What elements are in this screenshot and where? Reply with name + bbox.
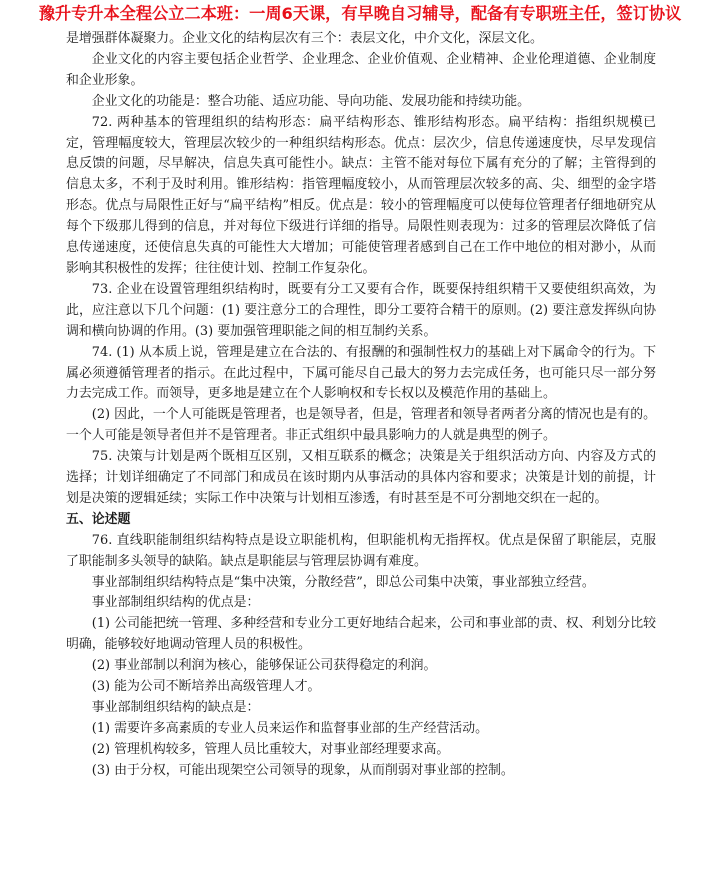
- paragraph-division-feature: 事业部制组织结构特点是“集中决策，分散经营”，即总公司集中决策，事业部独立经营。: [91, 574, 595, 590]
- document-body: [66, 29, 656, 782]
- paragraph-answer-73: 73. 企业在设置管理组织结构时，既要有分工又要有合作，既要保持组织精干又要使组织高效，为此，应注意以下几个问题：(1) 要注意分工的合理性，即分工要符合精干的原则。(2) 要注意发挥纵向协调和横向协调的作用。(3) 要加强管理职能之间的相互制约关系。: [66, 281, 656, 339]
- paragraph-culture-function: 企业文化的功能是：整合功能、适应功能、导向功能、发展功能和持续功能。: [91, 93, 531, 109]
- paragraph-advantage-3: (3) 能为公司不断培养出高级管理人才。: [91, 679, 321, 695]
- paragraph-answer-74-part1: 74. (1) 从本质上说，管理是建立在合法的、有报酬的和强制性权力的基础上对下属命令的行为。下属必须遵循管理者的指示。在此过程中，下属可能尽自己最大的努力去完成任务，也可能只尽一部分努力去完成工作。而领导，更多地是建立在个人影响权和专长权以及模范作用的基础上。: [66, 344, 656, 402]
- section-heading-essay: 五、论述题: [66, 511, 131, 527]
- paragraph-disadvantage-3: (3) 由于分权，可能出现架空公司领导的现象，从而削弱对事业部的控制。: [91, 762, 514, 778]
- paragraph-disadvantage-1: (1) 需要许多高素质的专业人员来运作和监督事业部的生产经营活动。: [91, 720, 488, 736]
- promo-banner: 豫升专升本全程公立二本班：一周6天课，有早晚自习辅导，配备有专职班主任，签订协议: [38, 4, 682, 23]
- paragraph-culture-content: 企业文化的内容主要包括企业哲学、企业理念、企业价值观、企业精神、企业伦理道德、企业制度和企业形象。: [66, 51, 656, 88]
- paragraph-advantage-2: (2) 事业部制以利润为核心，能够保证公司获得稳定的利润。: [91, 658, 437, 674]
- paragraph-answer-75: 75. 决策与计划是两个既相互区别，又相互联系的概念；决策是关于组织活动方向、内容及方式的选择；计划详细确定了不同部门和成员在该时期内从事活动的具体内容和要求；决策是计划的前提，计划是决策的逻辑延续；实际工作中决策与计划相互渗透，有时甚至是不可分割地交织在一起的。: [66, 449, 656, 506]
- paragraph-division-advantages-title: 事业部制组织结构的优点是：: [91, 595, 260, 611]
- paragraph-division-disadvantages-title: 事业部制组织结构的缺点是：: [91, 700, 260, 715]
- paragraph-culture-structure: 是增强群体凝聚力。企业文化的结构层次有三个：表层文化，中介文化，深层文化。: [66, 31, 543, 46]
- paragraph-disadvantage-2: (2) 管理机构较多，管理人员比重较大，对事业部经理要求高。: [91, 741, 450, 757]
- paragraph-answer-72: 72. 两种基本的管理组织的结构形态：扁平结构形态、锥形结构形态。扁平结构：指组织规模已定，管理幅度较大，管理层次较少的一种组织结构形态。优点：层次少，信息传递速度快，尽早发现信息反馈的问题，尽早解决，信息失真可能性小。缺点：主管不能对每位下属有充分的了解；主管得到的信息太多，不利于及时利用。锥形结构：指管理幅度较小，从而管理层次较多的高、尖、细型的金字塔形态。优点与局限性正好与“扁平结构”相反。优点是：较小的管理幅度可以使每位管理者仔细地研究从每个下级那儿得到的信息，并对每位下级进行详细的指导。局限性则表现为：过多的管理层次降低了信息传递速度，还使信息失真的可能性大大增加；可能使管理者感到自己在工作中地位的相对渺小，从而影响其积极性的发挥；往往使计划、控制工作复杂化。: [66, 114, 656, 276]
- paragraph-answer-74-part2: (2) 因此，一个人可能既是管理者，也是领导者，但是，管理者和领导者两者分离的情况也是有的。一个人可能是领导者但并不是管理者。非正式组织中最具影响力的人就是典型的例子。: [66, 407, 656, 444]
- paragraph-advantage-1: (1) 公司能把统一管理、多种经营和专业分工更好地结合起来，公司和事业部的责、权、利划分比较明确，能够较好地调动管理人员的积极性。: [66, 616, 656, 653]
- paragraph-answer-76: 76. 直线职能制组织结构特点是设立职能机构，但职能机构无指挥权。优点是保留了职能层，克服了职能制多头领导的缺陷。缺点是职能层与管理层协调有难度。: [66, 532, 656, 569]
